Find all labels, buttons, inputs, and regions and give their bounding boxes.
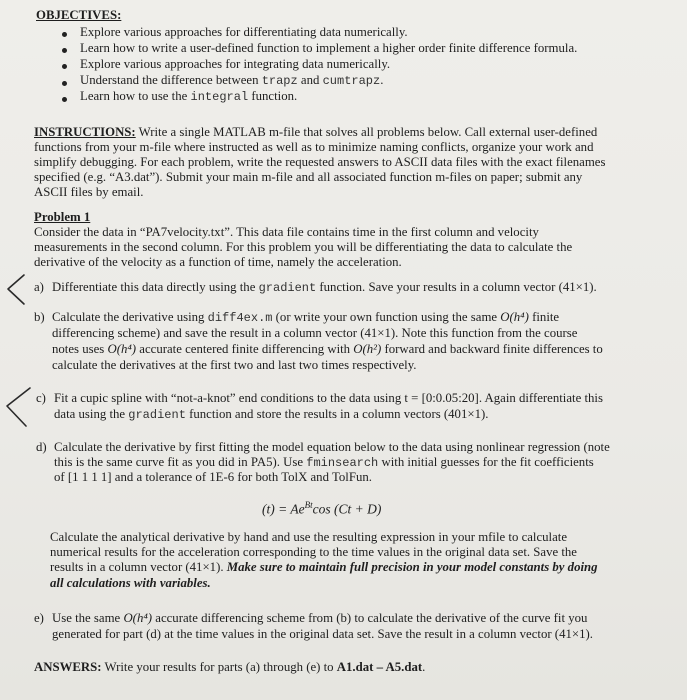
part-d-text: all calculations with variables.: [50, 576, 211, 590]
part-b-text: calculate the derivatives at the first two and last two times respectively.: [52, 358, 417, 372]
part-d-text: Calculate the derivative by first fitting the model equation below to the data using nonlinear regression (note: [54, 440, 610, 454]
part-b-text: differencing scheme) and save the result in a column vector (41×1). Note this function from the course: [52, 326, 578, 340]
part-d-text: Calculate the analytical derivative by hand and use the resulting expression in your mfile to calculate: [50, 530, 568, 544]
instructions-line: simplify debugging. For each problem, write the requested answers to ASCII data files with the exact filenames: [34, 155, 606, 169]
instructions-line: ASCII files by email.: [34, 185, 144, 199]
bullet-icon: [62, 32, 67, 37]
objective-item: Understand the difference between trapz and cumtrapz.: [80, 73, 384, 88]
code-cumtrapz: cumtrapz: [322, 74, 381, 88]
problem-intro: Consider the data in “PA7velocity.txt”. This data file contains time in the first column and velocity: [34, 225, 539, 239]
code-gradient: gradient: [258, 281, 317, 295]
answer-files: A1.dat – A5.dat: [336, 660, 423, 674]
part-e-text: Use the same O(h⁴) accurate differencing scheme from (b) to calculate the derivative of the curve fit you: [52, 611, 588, 625]
part-d-text: results in a column vector (41×1). Make sure to maintain full precision in your model constants by doing: [50, 560, 598, 574]
code-integral: integral: [190, 90, 249, 104]
part-d-label: d): [36, 440, 47, 454]
part-b-text: notes uses O(h⁴) accurate centered finite differencing with O(h²) forward and backward finite differences to: [52, 342, 603, 356]
objective-item: Explore various approaches for differentiating data numerically.: [80, 25, 408, 39]
problem-intro: measurements in the second column. For this problem you will be differentiating the data to calculate the: [34, 240, 573, 254]
part-e-text: generated for part (d) at the time values in the original data set. Save the result in a column vector (41×1).: [52, 627, 593, 641]
pen-bracket-icon: [2, 384, 36, 430]
part-e-label: e): [34, 611, 44, 625]
code-diff4ex: diff4ex.m: [207, 311, 273, 325]
part-d-text: numerical results for the acceleration corresponding to the time values in the original data set. Save the: [50, 545, 577, 559]
answers-line: ANSWERS: Write your results for parts (a) through (e) to A1.dat – A5.dat.: [34, 660, 426, 674]
bullet-icon: [62, 64, 67, 69]
problem-intro: derivative of the velocity as a function of time, namely the acceleration.: [34, 255, 402, 269]
answers-label: ANSWERS:: [34, 660, 102, 674]
model-equation: $(t) = Ae^{Bt}\cos$ (Ct + D): [262, 500, 382, 517]
part-d-text: this is the same curve fit as you did in PA5). Use fminsearch with initial guesses for the fit coefficients: [54, 455, 594, 470]
part-a-text: Differentiate this data directly using the gradient function. Save your results in a column vector (41×1).: [52, 280, 597, 295]
part-c-text: data using the gradient function and store the results in a column vectors (401×1).: [54, 407, 489, 422]
code-fminsearch: fminsearch: [306, 456, 379, 470]
part-d-text: of [1 1 1 1] and a tolerance of 1E-6 for both TolX and TolFun.: [54, 470, 372, 484]
bullet-icon: [62, 48, 67, 53]
part-b-label: b): [34, 310, 45, 324]
problem-heading: Problem 1: [34, 210, 91, 224]
part-c-text: Fit a cupic spline with “not-a-knot” end conditions to the data using t = [0:0.05:20]. Again differentiate this: [54, 391, 603, 405]
pen-bracket-icon: [4, 272, 28, 308]
bullet-icon: [62, 97, 67, 102]
part-b-text: Calculate the derivative using diff4ex.m (or write your own function using the same O(h⁴) finite: [52, 310, 560, 325]
part-c-label: c): [36, 391, 46, 405]
code-gradient: gradient: [128, 408, 186, 422]
objectives-heading: OBJECTIVES:: [36, 8, 122, 22]
objective-item: Learn how to write a user-defined function to implement a higher order finite difference formula.: [80, 41, 578, 55]
part-a-label: a): [34, 280, 44, 294]
instructions-line: functions from your m-file where instructed as well as to minimize naming conflicts, organize your work and: [34, 140, 594, 154]
objective-item: Learn how to use the integral function.: [80, 89, 298, 104]
instructions-line: INSTRUCTIONS: Write a single MATLAB m-file that solves all problems below. Call external user-defined: [34, 125, 598, 139]
instructions-heading: INSTRUCTIONS:: [34, 125, 136, 139]
instructions-line: specified (e.g. “A3.dat”). Submit your main m-file and all associated function m-files on paper; submit any: [34, 170, 583, 184]
bullet-icon: [62, 81, 67, 86]
objective-item: Explore various approaches for integrating data numerically.: [80, 57, 391, 71]
code-trapz: trapz: [261, 74, 298, 88]
